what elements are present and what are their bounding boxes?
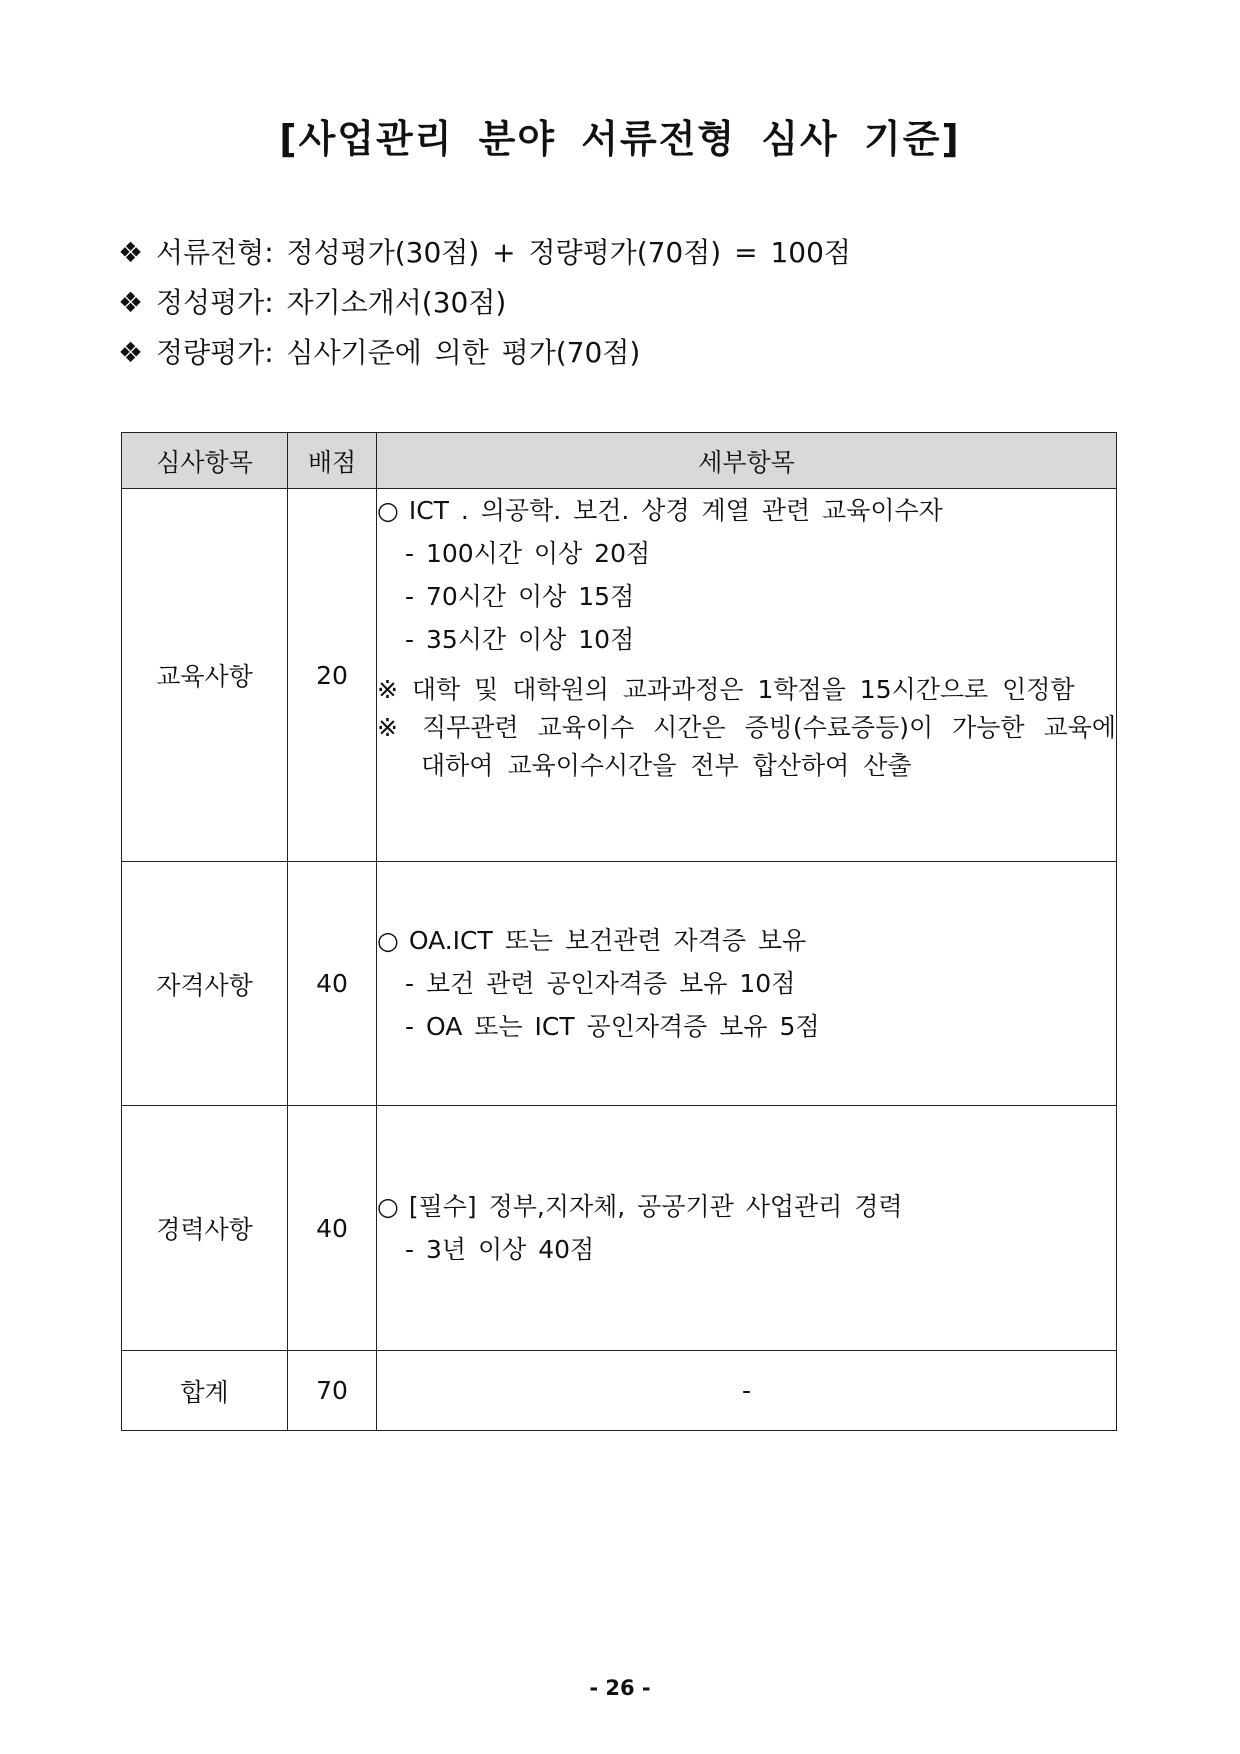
score-cell: 20 bbox=[288, 489, 377, 862]
item-cell: 합계 bbox=[122, 1351, 288, 1431]
header-item: 심사항목 bbox=[122, 433, 288, 489]
circle-icon: ○ bbox=[377, 1192, 399, 1221]
sub-criterion: - OA 또는 ICT 공인자격증 보유 5점 bbox=[405, 1012, 820, 1041]
bullet-text: 정성평가: 자기소개서(30점) bbox=[156, 286, 507, 319]
circle-icon: ○ bbox=[377, 926, 399, 955]
detail-cell bbox=[377, 489, 1117, 862]
table-row-education bbox=[122, 489, 1117, 862]
note-text: ※ 대학 및 대학원의 교과과정은 1학점을 15시간으로 인정함 bbox=[377, 675, 1075, 704]
score-cell: 40 bbox=[288, 862, 377, 1106]
main-criterion: ○ [필수] 정부,지자체, 공공기관 사업관리 경력 bbox=[377, 1185, 1116, 1228]
note-text: ※ 직무관련 교육이수 시간은 증빙(수료증등)이 가능한 교육에 대하여 교육이수시간을 전부 합산하여 산출 bbox=[377, 713, 1116, 780]
bullet-item bbox=[118, 328, 851, 378]
sub-criterion: - 100시간 이상 20점 bbox=[405, 539, 651, 568]
item-cell: 자격사항 bbox=[122, 862, 288, 1106]
detail-cell: - bbox=[377, 1351, 1117, 1431]
table-header-row bbox=[122, 433, 1117, 489]
table-row-total bbox=[122, 1351, 1117, 1431]
table-row-certification bbox=[122, 862, 1117, 1106]
page-title: [사업관리 분야 서류전형 심사 기준] bbox=[279, 117, 961, 161]
item-cell: 교육사항 bbox=[122, 489, 288, 862]
diamond-icon: ❖ bbox=[118, 336, 144, 369]
header-score: 배점 bbox=[288, 433, 377, 489]
item-cell: 경력사항 bbox=[122, 1106, 288, 1351]
bullet-item bbox=[118, 228, 851, 278]
bullet-item bbox=[118, 278, 851, 328]
bullet-list bbox=[118, 228, 851, 378]
sub-criterion: - 3년 이상 40점 bbox=[405, 1235, 595, 1264]
header-detail: 세부항목 bbox=[377, 433, 1117, 489]
bullet-text: 서류전형: 정성평가(30점) + 정량평가(70점) = 100점 bbox=[156, 236, 851, 269]
bullet-text: 정량평가: 심사기준에 의한 평가(70점) bbox=[156, 336, 641, 369]
main-criterion: ○ ICT . 의공학. 보건. 상경 계열 관련 교육이수자 bbox=[377, 489, 1116, 532]
circle-icon: ○ bbox=[377, 496, 399, 525]
diamond-icon: ❖ bbox=[118, 286, 144, 319]
score-cell: 70 bbox=[288, 1351, 377, 1431]
criteria-table bbox=[121, 432, 1117, 1431]
detail-cell bbox=[377, 862, 1117, 1106]
diamond-icon: ❖ bbox=[118, 236, 144, 269]
table-row-experience bbox=[122, 1106, 1117, 1351]
page-number: - 26 - bbox=[589, 1676, 651, 1700]
sub-criterion: - 보건 관련 공인자격증 보유 10점 bbox=[405, 969, 796, 998]
score-cell: 40 bbox=[288, 1106, 377, 1351]
sub-criterion: - 70시간 이상 15점 bbox=[405, 582, 635, 611]
sub-criterion: - 35시간 이상 10점 bbox=[405, 625, 635, 654]
detail-cell bbox=[377, 1106, 1117, 1351]
main-criterion: ○ OA.ICT 또는 보건관련 자격증 보유 bbox=[377, 919, 1116, 962]
